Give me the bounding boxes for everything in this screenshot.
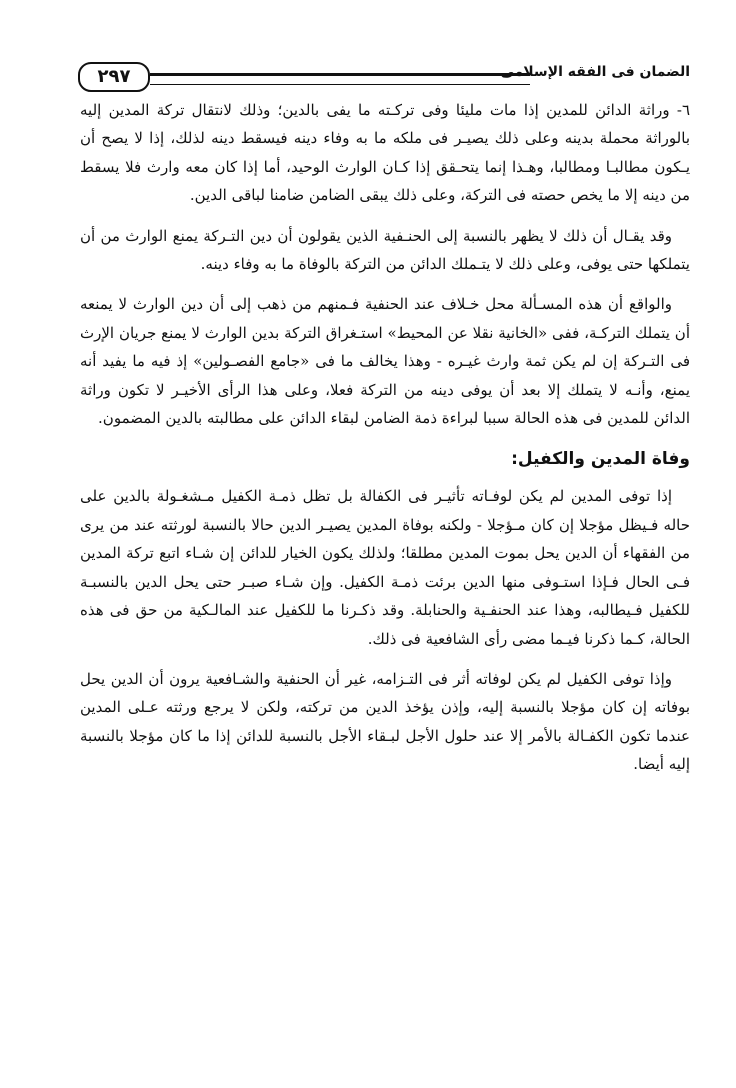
paragraph: وقد يقـال أن ذلك لا يظهر بالنسبة إلى الحنـفية الذين يقولون أن دين التـركة يمنع الوارث من أن يتملكها حتى يوفى، وعلى ذلك لا يتـملك الدائن من التركة بالوفاة ما به وفاء دينه. xyxy=(80,226,690,274)
body-text xyxy=(80,96,690,791)
paragraph: ٦- وراثة الدائن للمدين إذا مات مليئا وفى تركـته ما يفى بالدين؛ وذلك لانتقال تركة المدين إليه بالوراثة محملة بدينه وعلى ذلك يصيـر فى ملكه ما به وفاء دينه فيسقط دينه لذلك، إذا لا يصح أن يـكون مطالبـا ومطالبا، وهـذا إنما يتحـقق إذا كـان الوارث الوحيد، أما إذا كان معه وارث فلا يسقط من دينه إلا ما يخص حصته فى التركة، وعلى ذلك يبقى الضامن ضامنا لباقى الدين. xyxy=(80,101,690,205)
page-number: ٢٩٧ xyxy=(78,62,150,92)
header-rule xyxy=(150,73,530,85)
running-title: الضمان فى الفقه الإسلامى xyxy=(500,64,690,80)
section-heading: وفاة المدين والكفيل: xyxy=(511,449,690,470)
paragraph: وإذا توفى الكفيل لم يكن لوفاته أثر فى التـزامه، غير أن الحنفية والشـافعية يرون أن الدين يحل بوفاته إن كان مؤجلا بالنسبة إليه، وإذن يؤخذ الدين من تركته، ولكن لا يرجع ورثته عـلى المدين عندما تكون الكفـالة بالأمر إلا عند حلول الأجل لبـقاء الأجل بالنسبة للدائن إذا ما كان مؤجلا بالنسبة إليه أيضا. xyxy=(80,669,690,774)
paragraph: إذا توفى المدين لم يكن لوفـاته تأثيـر فى الكفالة بل تظل ذمـة الكفيل مـشغـولة بالدين على حاله فـيظل مؤجلا إن كان مـؤجلا - ولكنه بوفاة المدين يصيـر الدين حالا بالنسبة لورثته عند من يرى من الفقهاء أن الدين يحل بموت المدين مطلقا؛ ولذلك يكون الخيار للدائن إن شـاء اتبع تركة المدين فـى الحال فـإذا استـوفى منها الدين برئت ذمـة الكفيل. وإن شـاء صبـر حتى يحل الدين بالنسبـة للكفيل فـيطالبه، وهذا عند الحنفـية والحنابلة. وقد ذكـرنا ما للكفيل عند المالـكية من حق فى هذه الحالة، كـما ذكرنا فيـما مضى رأى الشافعية فى ذلك. xyxy=(80,487,690,648)
page-header xyxy=(78,62,690,92)
paragraph: والواقع أن هذه المسـألة محل خـلاف عند الحنفية فـمنهم من ذهب إلى أن دين الوارث لا يمنعه أن يتملك التركـة، ففى «الخانية نقلا عن المحيط» استـغراق التركة بدين الوارث لا يمنع جريان الإرث فى التـركة إن لم يكن ثمة وارث غيـره - وهذا يخالف ما فى «جامع الفصـولين» إذ فيه ما يفيد أنه يمنع، وأنـه لا يتملك إلا بعد أن يوفى دينه من التركة فعلا، وعلى هذا الرأى الأخيـر لا تكون وراثة الدائن للمدين فى هذه الحالة سببا لبراءة ذمة الضامن لبقاء الدائن على مطالبته بالدين المضمون. xyxy=(80,295,690,428)
